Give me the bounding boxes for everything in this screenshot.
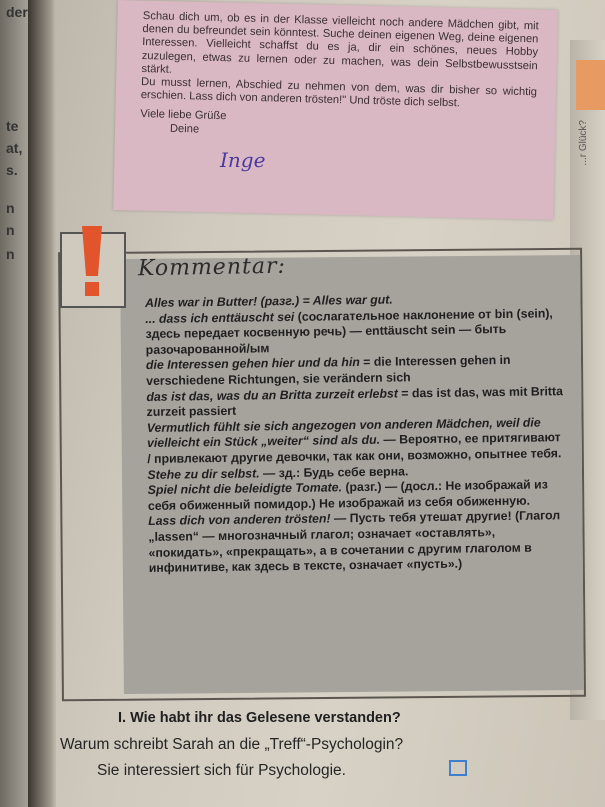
letter-text [140, 10, 539, 145]
left-fragment: n [6, 222, 15, 238]
answer-checkbox[interactable] [449, 760, 467, 776]
comment-entry: die Interessen gehen hier und da hin = die Interessen gehen in verschiedene Richtungen, sie verändern sich [145, 353, 511, 388]
comment-entry: Stehe zu dir selbst. — зд.: Будь себе верна. [147, 463, 409, 482]
exclamation-icon [80, 226, 104, 300]
section-title: I. Wie habt ihr das Gelesene verstanden? [118, 710, 401, 726]
previous-page-strip [0, 0, 28, 807]
handwritten-signature: Inge [220, 148, 266, 172]
side-tab-text: ...r Glück? [578, 120, 589, 166]
left-fragment: der [6, 4, 28, 20]
comment-title: Kommentar: [137, 253, 287, 282]
comment-entry: Vermutlich fühlt sie sich angezogen von anderen Mädchen, weil die vielleicht ein Stück „weiter“ sind als du. — Вероятно, ее притягивают / привлекают другие девочки, так как они, возможно, опытнее тебя. [146, 415, 562, 466]
comment-entry: Alles war in Butter! (разг.) = Alles war gut. [145, 292, 393, 310]
exercise-question: Warum schreibt Sarah an die „Treff“-Psychologin? [60, 736, 404, 753]
letter-body: Schau dich um, ob es in der Klasse vielleicht noch andere Mädchen gibt, mit denen du befreundet sein könntest. Suche deinen eigenen Weg, deine eigenen Interessen. Vielleicht schaffst du es ja, dir ein schönes, neues Hobby zuzulegen, etwas zu lernen oder zu machen, was dein Selbstbewusstsein stärkt. [141, 10, 539, 76]
comment-entry: Lass dich von anderen trösten! — Пусть тебя утешат другие! (Глагол „lassen“ — многозначный глагол; означает «оставлять», «покидать», «прекращать», а в сочетании с другим глаголом в инфинитиве, как здесь в тексте, означает «пусть».) [148, 508, 561, 576]
exercise-answer: Sie interessiert sich für Psychologie. [97, 762, 346, 779]
comment-entry: Spiel nicht die beleidigte Tomate. (разг.) — (досл.: Не изображай из себя обиженный помидор.) Не изображай из себя обиженную. [147, 477, 548, 513]
left-fragment: te [6, 118, 19, 134]
comment-entry: ... dass ich enttäuscht sei (сослагательное наклонение от bin (sein), здесь передает косвенную речь) — enttäuscht sein — быть разочарованной/ым [145, 305, 553, 357]
letter-body-2: Du musst lernen, Abschied zu nehmen von dem, was dir bisher so wichtig erschien. Lass dich von anderen trösten!" Und tröste dich selbst. [140, 75, 538, 110]
orange-tab-marker [576, 60, 605, 110]
comment-entry: das ist das, was du an Britta zurzeit erlebst = das ist das, was mit Britta zurzeit passiert [146, 383, 563, 420]
letter-signoff: Deine [169, 122, 200, 136]
left-fragment: at, [6, 140, 23, 156]
left-fragment: n [6, 200, 15, 216]
comment-text [145, 290, 569, 577]
left-fragment: n [6, 246, 15, 262]
book-gutter [28, 0, 56, 807]
letter-greeting: Viele liebe Grüße [140, 108, 227, 123]
left-fragment: s. [6, 162, 18, 178]
